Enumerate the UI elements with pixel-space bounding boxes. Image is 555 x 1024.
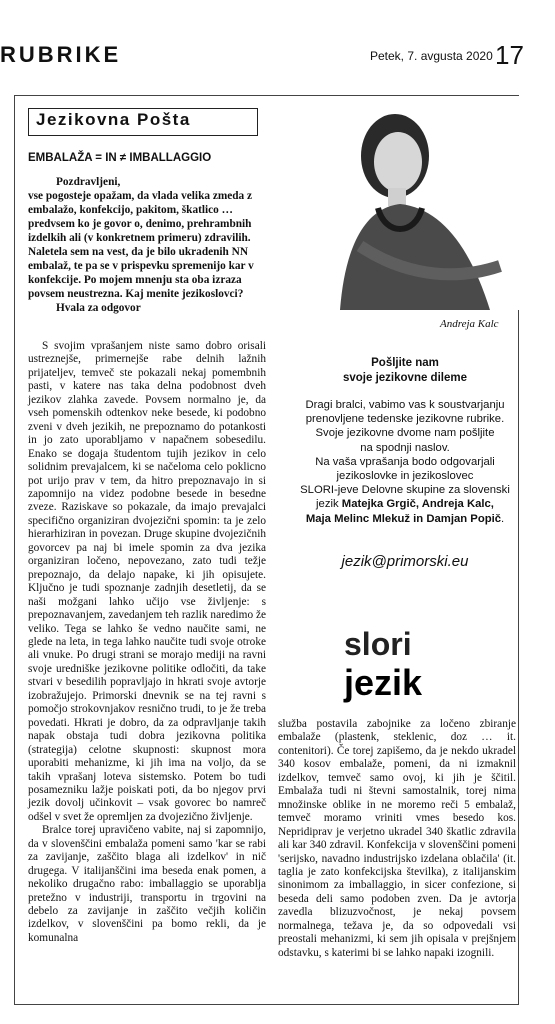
info-box-title	[285, 356, 525, 386]
section-header: RUBRIKE	[0, 42, 122, 67]
letter-greeting: Pozdravljeni,	[56, 176, 121, 188]
photo-caption: Andreja Kalc	[440, 318, 499, 330]
article-subhead: EMBALAŽA = IN ≠ IMBALLAGGIO	[28, 152, 212, 164]
letter-body: vse pogosteje opažam, da vlada velika zmeda z embalažo, konfekcijo, pakitom, škatlico … predvsem ko je govor o, denimo, prehrambnih izdelkih ali (v konkretnem primeru) zdravilih. Naletela sem na vest, da je bilo ukradenih NN embalaž, te pa se v prispevku spremenijo kar v konfekcije. Po mojem mnenju sta oba izraza povsem neustrezna. Kaj menite jezikoslovci?	[28, 190, 254, 300]
info-title-line: Pošljite nam	[371, 357, 439, 369]
slori-jezik-logo	[340, 625, 460, 705]
info-names: Maja Melinc Mlekuž in Damjan Popič	[305, 512, 502, 525]
answer-column-1	[28, 340, 266, 945]
info-title-line: svoje jezikovne dileme	[342, 372, 467, 384]
info-box-body	[280, 398, 530, 526]
info-line: Na vaša vprašanja bodo odgovarjali	[315, 455, 495, 468]
contact-email-link[interactable]: jezik@primorski.eu	[341, 553, 469, 570]
info-line: SLORI-jeve Delovne skupine za slovenski	[300, 484, 510, 497]
letter-closing: Hvala za odgovor	[56, 302, 141, 314]
answer-paragraph: služba postavila zabojnike za ločeno zbiranje embalaže (plastenk, steklenic, doz … it. contenitori). Če torej zapišemo, da je nekdo ukradel 340 kosov embalaže, pomeni, da ni izmaknil izdelkov, temveč samo ovoj, ki jih je ščitil. Embalaža tudi ni števni samostalnik, torej nima množinske oblike in ne moremo reči 5 embalaž, temveč moramo vriniti vmes besedo kos. Nepridiprav je verjetno ukradel 340 škatlic zdravila ali kar 340 zdravil. Konfekcija v slovenščini pomeni 'serijsko, navadno industrijsko izdelana oblačila' (it. taglia je zato konfekcijska številka), z italijanskim sinonimom za imballaggio, in sicer confezione, si beseda deli samo podoben zven. Da je avtorja zavedla blizuzvočnost, je nekaj povsem normalnega, težava je, da so odpovedali vsi preostali mehanizmi, ki sem jih opisala v prejšnjem odstavku, s katerimi bi se lahko napaki izognili.	[278, 718, 516, 959]
info-line: Svoje jezikovne dvome nam pošljite	[315, 427, 495, 440]
answer-column-2	[278, 718, 516, 960]
author-portrait-image	[300, 96, 520, 310]
info-names: Matejka Grgič, Andreja Kalc,	[341, 498, 494, 511]
article-title: Jezikovna Pošta	[36, 110, 191, 129]
info-line: prenovljene tedenske jezikovne rubrike.	[305, 413, 505, 426]
page-number: 17	[495, 40, 524, 70]
info-names-line	[280, 497, 530, 511]
info-line: Dragi bralci, vabimo vas k soustvarjanju	[305, 399, 505, 411]
reader-letter	[28, 175, 268, 315]
logo-image	[340, 625, 460, 705]
info-names-suffix: .	[501, 512, 505, 525]
logo-bottom-text: jezik	[344, 662, 423, 703]
answer-paragraph: Bralce torej upravičeno vabite, naj si zapomnijo, da v slovenščini embalaža pomeni samo 'kar se rabi za zavijanje, zaščito blaga ali izdelkov' in nič drugega. V italijanščini ima beseda enak pomen, a nekoliko drugačno rabo: imballaggio se uporablja pretežno v industriji, transportu in trgovini na debelo za zavijanje in zaščito večjih količin izdelkov, v slovenščini pa bomo rekli, da je komunalna	[28, 824, 266, 944]
issue-date: Petek, 7. avgusta 2020	[370, 49, 493, 63]
logo-top-text: slori	[344, 626, 412, 662]
answer-paragraph: S svojim vprašanjem niste samo dobro orisali ustreznejše, primernejše rabe delnih lažnih prijateljev, temveč ste pokazali nekaj pomembnih pasti, v katere nas taka delna podobnost dveh jezikov zlahka zavede. Povsem normalno je, da vseh pomenskih odtenkov neke besede, ki podobno zveni v dveh jezikih, ne prepoznamo do potankosti in jo zato uporabljamo v napačnem sobesedilu. Enako se dogaja študentom tujih jezikov in celo solidnim prevajalcem, ki se načeloma celo poklicno pot urijo prav v tem, da hitro prepoznavajo in si zapomnijo na videz podobne besede in besedne zveze. Raziskave so pokazale, da imajo prevajalci specifično organiziran dvojezični spomin: ta je zelo hierarhiziran in povezan. Druge skupine dvojezičnih govorcev pa naj bi imele spomin za dva jezika organiziran ločeno, nepovezano, zato tudi težje prepoznajo, da delajo napake, ki jih opisujete. Ključno je tudi spoznanje zadnjih desetletij, da se naši možgani lahko učijo vse življenje: s prepoznavanjem, zavedanjem teh razlik naredimo že veliko. Tega se lahko še vedno naučite sami, ne glede na leta, in tega lahko naučite tudi svoje otroke ali vnuke. Po drugi strani se morajo mediji na ravni svoje uredniške jezikovne politike odločiti, da take stvari v besedilih popravljajo in hkrati svoje avtorje izobražujejo. Primorski dnevnik se na tej ravni s pomočjo strokovnjakov resnično trudi, to je že treba povedati. Hkrati je dobro, da za odpravljanje takih napak obstaja tudi dobra jezikovna politika (strategija) celotne skupnosti: skupnost mora uporabiti mehanizme, ki jih ima na voljo, da se takih vprašanj loteva sistemsko. Potem bo tudi posamezniku lažje poiskati poti, da bo njegov prvi jezik dovolj učinkovit – vsak govorec bo namreč odšel v svet že opremljen za dvojezično življenje.	[28, 340, 266, 823]
info-line: na spodnji naslov.	[360, 441, 450, 454]
info-names-prefix: jezik	[316, 498, 339, 511]
info-line: jezikoslovke in jezikoslovec	[336, 470, 474, 483]
author-photo	[300, 96, 520, 310]
info-names-line	[280, 512, 530, 526]
